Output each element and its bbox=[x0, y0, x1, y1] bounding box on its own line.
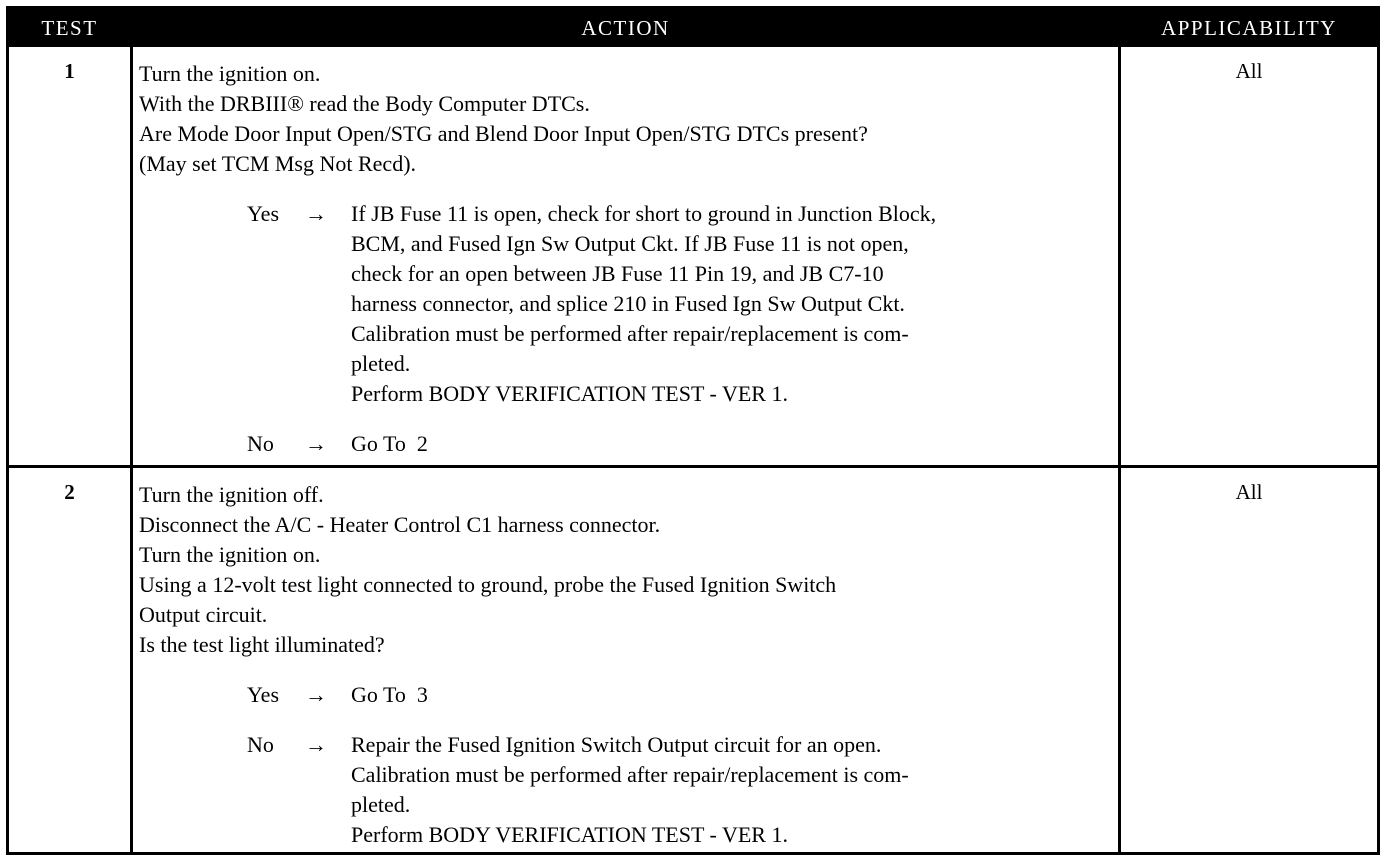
response-line: BCM, and Fused Ign Sw Output Ckt. If JB Fuse 11 is not open, bbox=[351, 231, 909, 256]
arrow-icon: → bbox=[305, 732, 327, 757]
no-response bbox=[247, 730, 1119, 850]
action-step: Turn the ignition off. bbox=[139, 482, 324, 507]
action-cell bbox=[139, 480, 1119, 850]
response-line: Perform BODY VERIFICATION TEST - VER 1. bbox=[351, 822, 788, 847]
response-line: Calibration must be performed after repair/replacement is com- bbox=[351, 321, 909, 346]
action-step: Output circuit. bbox=[139, 602, 268, 627]
response-line: pleted. bbox=[351, 351, 411, 376]
diagnostic-table bbox=[6, 6, 1380, 855]
action-step: Are Mode Door Input Open/STG and Blend Door Input Open/STG DTCs present? bbox=[139, 121, 868, 146]
yes-label: Yes bbox=[247, 201, 280, 226]
action-cell bbox=[139, 59, 1119, 459]
table-row bbox=[9, 47, 1377, 465]
response-line: If JB Fuse 11 is open, check for short to ground in Junction Block, bbox=[351, 201, 937, 226]
response-line: harness connector, and splice 210 in Fused Ign Sw Output Ckt. bbox=[351, 291, 905, 316]
test-number: 2 bbox=[64, 480, 75, 504]
applicability-value: All bbox=[1235, 480, 1263, 504]
header-action: ACTION bbox=[581, 16, 670, 40]
arrow-icon: → bbox=[305, 431, 327, 456]
no-label: No bbox=[247, 732, 274, 757]
response-line: pleted. bbox=[351, 792, 411, 817]
action-step: Turn the ignition on. bbox=[139, 542, 321, 567]
response-line: Perform BODY VERIFICATION TEST - VER 1. bbox=[351, 381, 788, 406]
action-step: Disconnect the A/C - Heater Control C1 harness connector. bbox=[139, 512, 661, 537]
action-step: Using a 12-volt test light connected to ground, probe the Fused Ignition Switch bbox=[139, 572, 837, 597]
header-applicability: APPLICABILITY bbox=[1161, 16, 1337, 40]
response-line: Go To 3 bbox=[351, 682, 428, 707]
response-line: Calibration must be performed after repair/replacement is com- bbox=[351, 762, 909, 787]
yes-label: Yes bbox=[247, 682, 280, 707]
applicability-value: All bbox=[1235, 59, 1263, 83]
no-response bbox=[247, 429, 1119, 459]
yes-text bbox=[351, 680, 1103, 710]
no-text bbox=[351, 429, 1103, 459]
table-row bbox=[9, 468, 1377, 852]
action-step: (May set TCM Msg Not Recd). bbox=[139, 151, 417, 176]
action-step: Turn the ignition on. bbox=[139, 61, 321, 86]
test-number: 1 bbox=[64, 59, 75, 83]
yes-text bbox=[351, 199, 1103, 409]
table-header bbox=[9, 9, 1377, 47]
response-line: Go To 2 bbox=[351, 431, 428, 456]
yes-response bbox=[247, 199, 1119, 409]
header-test: TEST bbox=[41, 16, 98, 40]
action-step: Is the test light illuminated? bbox=[139, 632, 385, 657]
response-line: Repair the Fused Ignition Switch Output circuit for an open. bbox=[351, 732, 882, 757]
no-label: No bbox=[247, 431, 274, 456]
response-line: check for an open between JB Fuse 11 Pin 19, and JB C7-10 bbox=[351, 261, 884, 286]
action-step: With the DRBIII® read the Body Computer DTCs. bbox=[139, 91, 590, 116]
no-text bbox=[351, 730, 1103, 850]
yes-response bbox=[247, 680, 1119, 710]
arrow-icon: → bbox=[305, 682, 327, 707]
arrow-icon: → bbox=[305, 201, 327, 226]
